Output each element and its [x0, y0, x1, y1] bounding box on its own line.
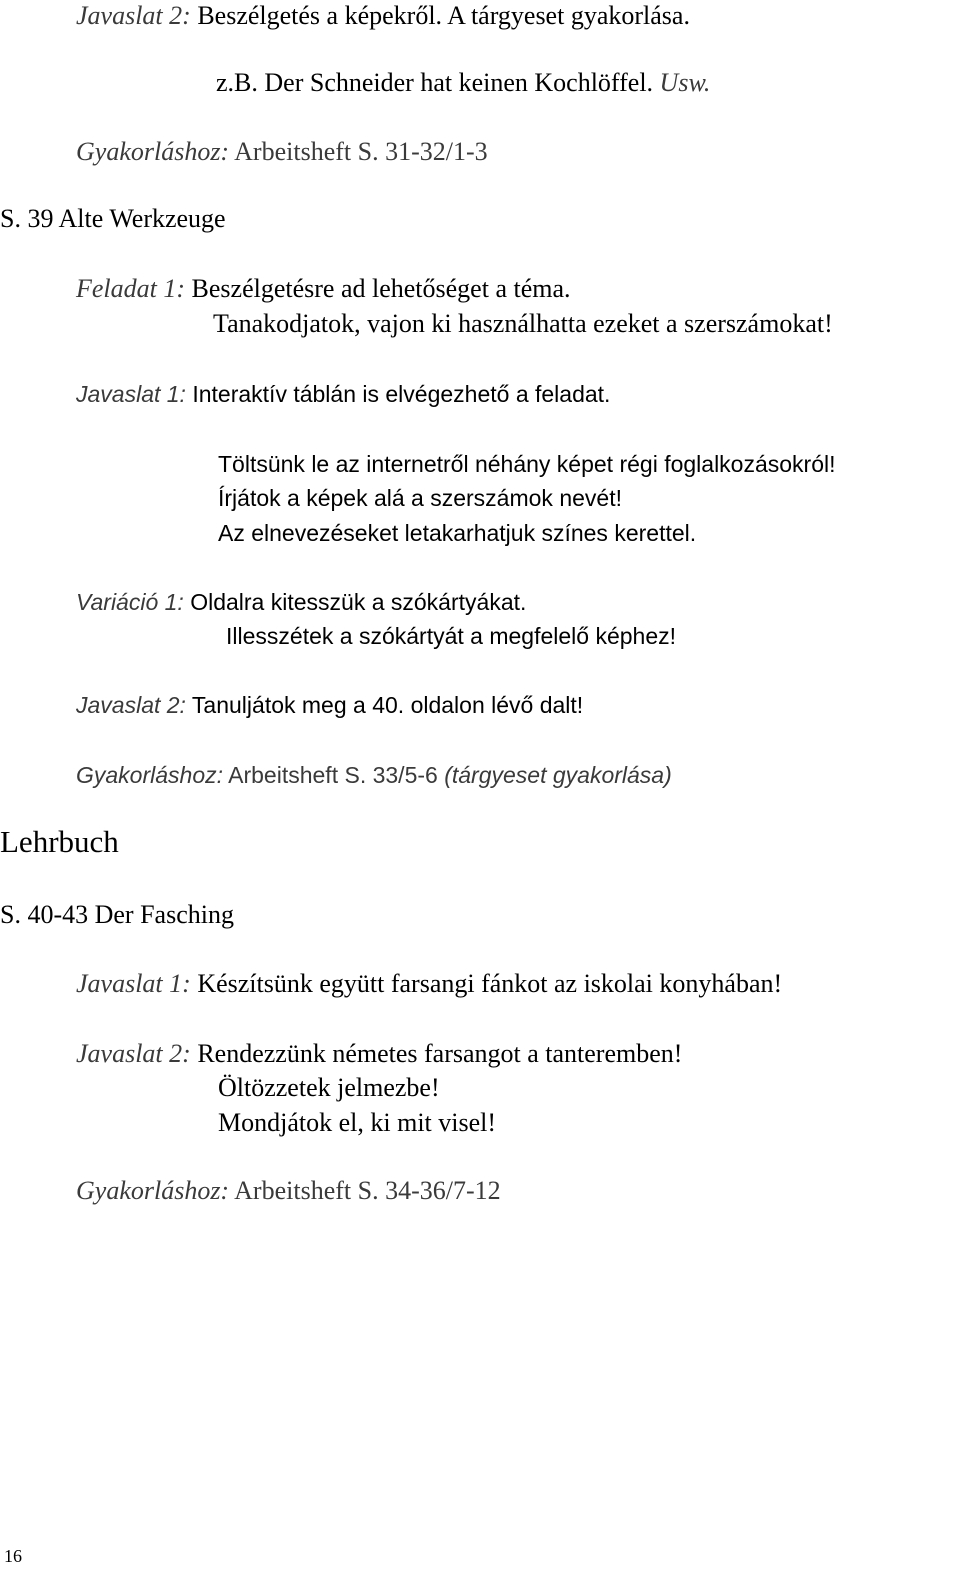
practice-line [76, 136, 488, 168]
variation-label: Variáció 1: [76, 589, 184, 615]
task-text: Beszélgetésre ad lehetőséget a téma. [185, 274, 571, 303]
practice-text: Arbeitsheft S. 33/5-6 [223, 762, 445, 788]
suggestion-line [76, 378, 610, 410]
section-title: S. 40-43 Der Fasching [0, 900, 234, 929]
example-tail: Usw. [659, 68, 711, 97]
suggestion-line [76, 1038, 682, 1070]
variation-continuation: Illesszétek a szókártyát a megfelelő képhez! [226, 623, 677, 649]
task-line [76, 273, 571, 305]
instruction-line: Töltsünk le az internetről néhány képet régi foglalkozásokról! [218, 451, 836, 477]
suggestion-line [76, 689, 583, 721]
suggestion-text: Készítsünk együtt farsangi fánkot az iskolai konyhában! [190, 969, 783, 998]
task-continuation: Tanakodjatok, vajon ki használhatta ezeket a szerszámokat! [213, 309, 833, 338]
instruction-line: Az elnevezéseket letakarhatjuk színes kerettel. [218, 520, 697, 546]
practice-text: Arbeitsheft S. 34-36/7-12 [229, 1176, 501, 1205]
section-title: S. 39 Alte Werkzeuge [0, 204, 226, 233]
example-line [216, 67, 710, 99]
suggestion-label: Javaslat 2: [76, 1039, 191, 1068]
suggestion-line [76, 0, 690, 32]
suggestion-label: Javaslat 2: [76, 692, 186, 718]
suggestion-line [76, 968, 782, 1000]
instruction-line: Öltözzetek jelmezbe! [218, 1073, 440, 1102]
instruction-line: Írjátok a képek alá a szerszámok nevét! [218, 485, 622, 511]
practice-note: (tárgyeset gyakorlása) [444, 762, 672, 788]
practice-label: Gyakorláshoz: [76, 1176, 230, 1205]
suggestion-text: Rendezzünk németes farsangot a tanteremben! [190, 1039, 683, 1068]
suggestion-label: Javaslat 1: [76, 969, 191, 998]
variation-text: Oldalra kitesszük a szókártyákat. [183, 589, 527, 615]
suggestion-text: Beszélgetés a képekről. A tárgyeset gyakorlása. [190, 1, 690, 30]
task-label: Feladat 1: [76, 274, 186, 303]
suggestion-label: Javaslat 2: [76, 1, 191, 30]
suggestion-text: Tanuljátok meg a 40. oldalon lévő dalt! [185, 692, 584, 718]
suggestion-label: Javaslat 1: [76, 381, 186, 407]
instruction-line: Mondjátok el, ki mit visel! [218, 1108, 497, 1137]
example-text: z.B. Der Schneider hat keinen Kochlöffel. [216, 68, 660, 97]
suggestion-text: Interaktív táblán is elvégezhető a feladat. [185, 381, 611, 407]
variation-line [76, 586, 526, 618]
section-heading: Lehrbuch [0, 824, 119, 859]
practice-line [76, 1175, 501, 1207]
page-number: 16 [4, 1546, 22, 1566]
practice-text: Arbeitsheft S. 31-32/1-3 [229, 137, 488, 166]
practice-label: Gyakorláshoz: [76, 137, 230, 166]
practice-line [76, 759, 672, 791]
practice-label: Gyakorláshoz: [76, 762, 224, 788]
